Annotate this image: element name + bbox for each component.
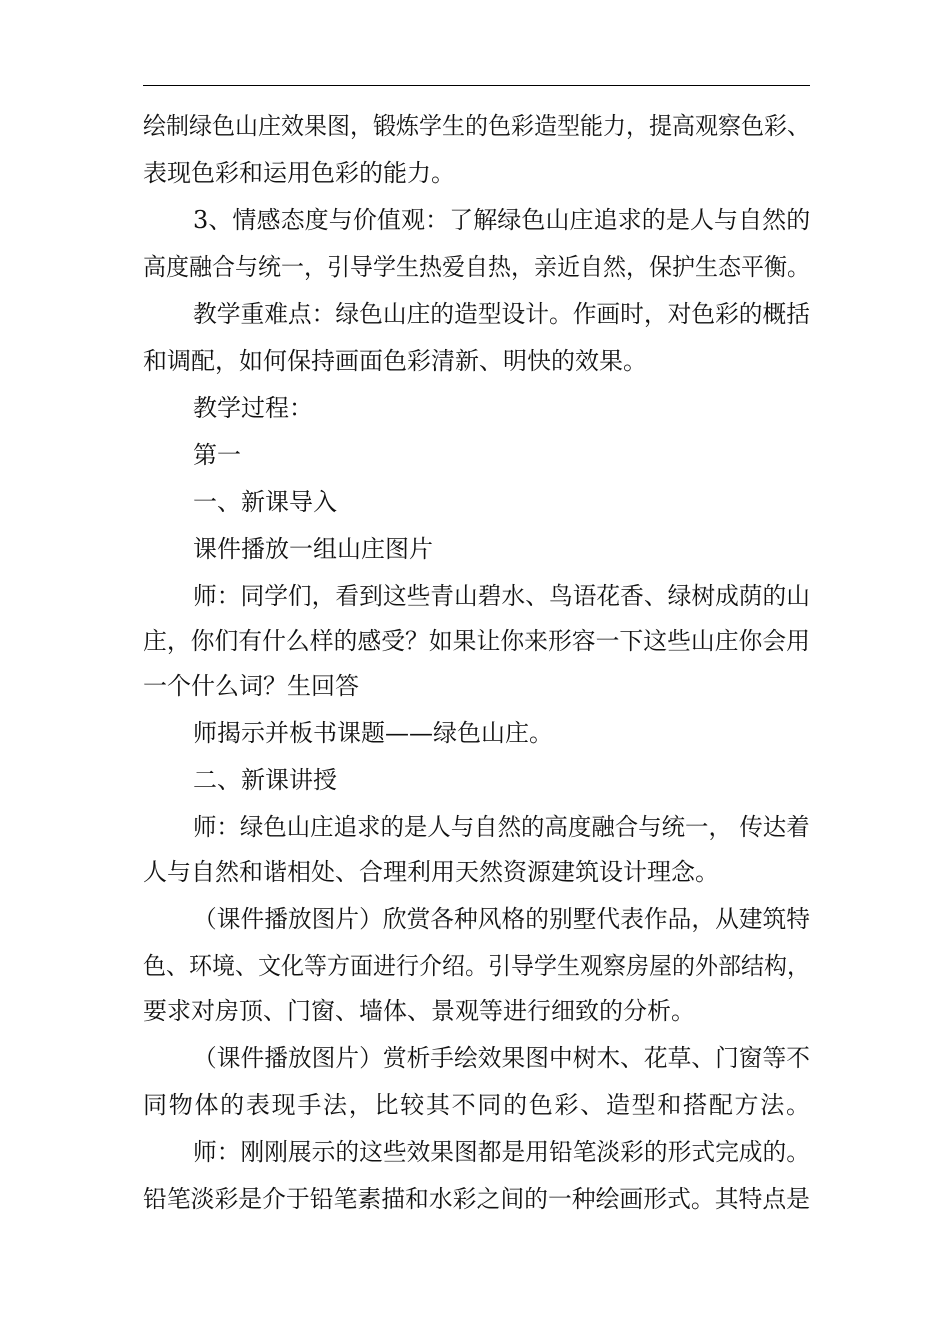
text-line: 一个什么词？生回答 — [143, 672, 359, 700]
section-heading: 二、新课讲授 — [193, 766, 337, 794]
text-line: 铅笔淡彩是介于铅笔素描和水彩之间的一种绘画形式。其特点是 — [143, 1185, 810, 1213]
text-line: 师：刚刚展示的这些效果图都是用铅笔淡彩的形式完成的。 — [193, 1138, 810, 1166]
text-line: （课件播放图片）欣赏各种风格的别墅代表作品，从建筑特 — [193, 905, 810, 933]
text-line: 师：绿色山庄追求的是人与自然的高度融合与统一， 传达着 — [193, 813, 810, 841]
text-line: 要求对房顶、门窗、墙体、景观等进行细致的分析。 — [143, 997, 695, 1025]
text-line: 同物体的表现手法，比较其不同的色彩、造型和搭配方法。 — [143, 1091, 812, 1119]
text-line: 3、情感态度与价值观：了解绿色山庄追求的是人与自然的 — [193, 206, 811, 234]
text-line: （课件播放图片）赏析手绘效果图中树木、花草、门窗等不 — [193, 1044, 810, 1072]
text-line: 课件播放一组山庄图片 — [193, 535, 433, 563]
text-line: 色、环境、文化等方面进行介绍。引导学生观察房屋的外部结构， — [143, 952, 810, 980]
text-line: 教学过程： — [193, 394, 313, 422]
text-line: 师：同学们，看到这些青山碧水、鸟语花香、绿树成荫的山 — [193, 582, 810, 610]
text-line: 庄，你们有什么样的感受？如果让你来形容一下这些山庄你会用 — [143, 627, 810, 655]
text-line: 表现色彩和运用色彩的能力。 — [143, 159, 455, 187]
text-line: 师揭示并板书课题——绿色山庄。 — [193, 719, 553, 747]
text-line: 高度融合与统一，引导学生热爱自热，亲近自然，保护生态平衡。 — [143, 253, 810, 281]
section-heading: 一、新课导入 — [193, 488, 337, 516]
text-line: 和调配，如何保持画面色彩清新、明快的效果。 — [143, 347, 647, 375]
text-line: 教学重难点：绿色山庄的造型设计。作画时，对色彩的概括 — [193, 300, 810, 328]
text-line: 人与自然和谐相处、合理利用天然资源建筑设计理念。 — [143, 858, 719, 886]
text-line: 绘制绿色山庄效果图，锻炼学生的色彩造型能力，提高观察色彩、 — [143, 112, 810, 140]
text-line: 第一 — [193, 441, 241, 469]
header-rule — [143, 85, 810, 86]
